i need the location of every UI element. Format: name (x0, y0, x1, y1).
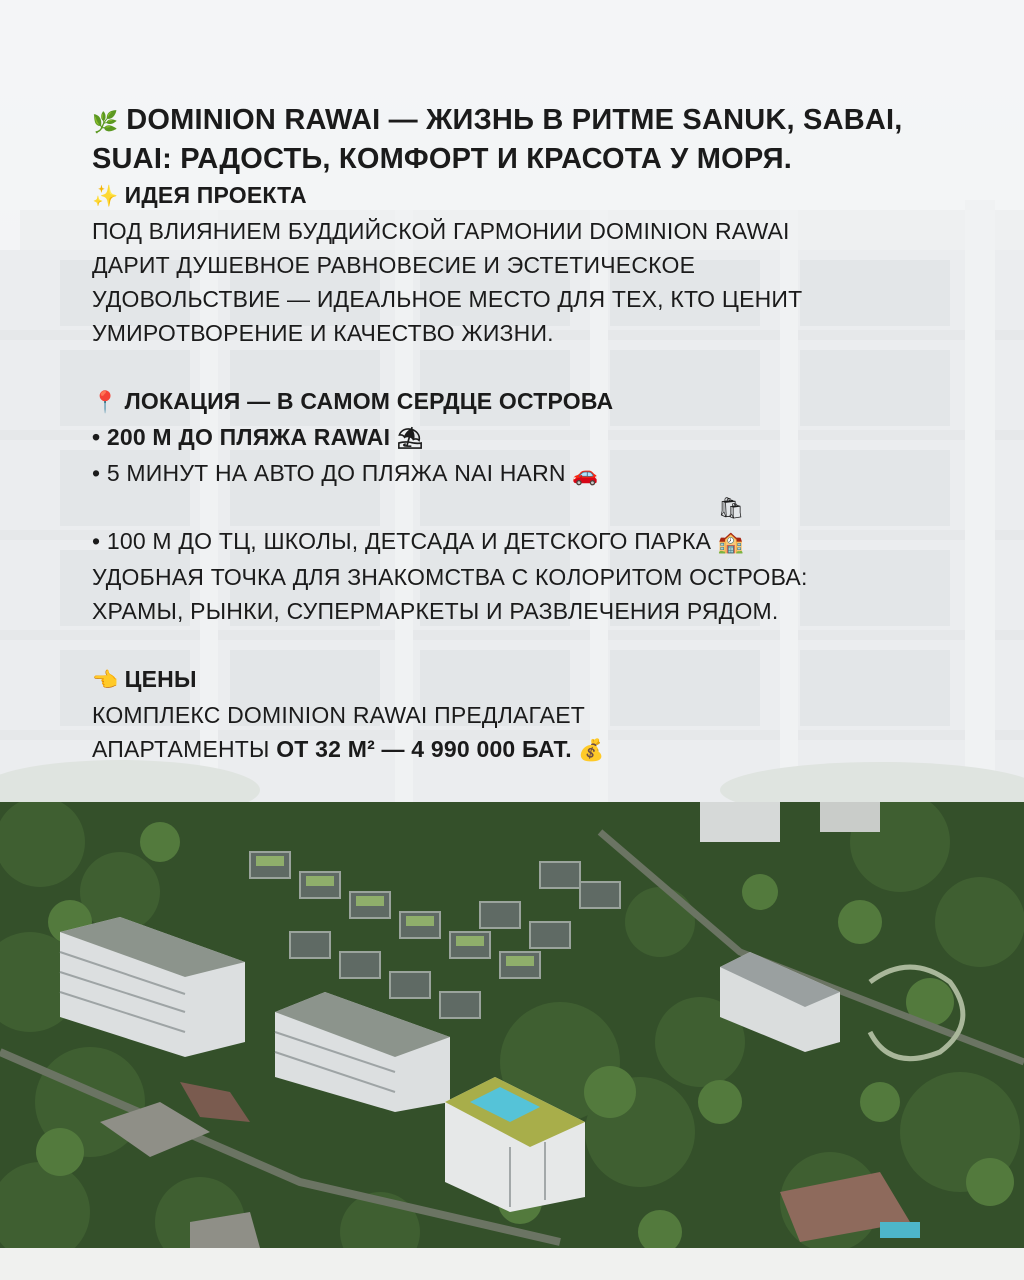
aerial-complex-illustration (0, 802, 1024, 1248)
description-text-block (92, 102, 952, 768)
pointing-hand-icon: 👈 (92, 669, 119, 692)
idea-heading-text: ИДЕЯ ПРОЕКТА (124, 182, 307, 208)
location-bullet-text: • 100 М ДО ТЦ, ШКОЛЫ, ДЕТСАДА И ДЕТСКОГО ПАРКА (92, 528, 712, 554)
location-bullet-text: • 5 МИНУТ НА АВТО ДО ПЛЯЖА NAI HARN (92, 460, 566, 486)
bottom-strip (0, 1248, 1024, 1280)
location-bullet (92, 492, 952, 560)
location-line: ХРАМЫ, РЫНКИ, СУПЕРМАРКЕТЫ И РАЗВЛЕЧЕНИЯ РЯДОМ. (92, 598, 779, 624)
shopping-school-icon: 🛍🏫 (717, 497, 745, 554)
idea-line: УДОВОЛЬСТВИЕ — ИДЕАЛЬНОЕ МЕСТО ДЛЯ ТЕХ, КТО ЦЕНИТ (92, 286, 803, 312)
spacer (92, 350, 952, 384)
spacer (92, 628, 952, 662)
location-bullet-text: • 200 М ДО ПЛЯЖА RAWAI (92, 424, 391, 450)
location-bullet (92, 420, 952, 456)
idea-line: УМИРОТВОРЕНИЕ И КАЧЕСТВО ЖИЗНИ. (92, 320, 554, 346)
money-bag-icon: 💰 (578, 739, 605, 762)
car-icon: 🚗 (572, 463, 599, 486)
location-heading (92, 384, 952, 420)
herb-icon: 🌿 (92, 111, 119, 134)
pin-icon: 📍 (92, 391, 119, 414)
location-bullet (92, 456, 952, 492)
prices-line-prefix: АПАРТАМЕНТЫ (92, 736, 277, 762)
price-value: ОТ 32 М² — 4 990 000 БАТ. (276, 736, 572, 762)
prices-heading-text: ЦЕНЫ (124, 666, 197, 692)
location-line: УДОБНАЯ ТОЧКА ДЛЯ ЗНАКОМСТВА С КОЛОРИТОМ ОСТРОВА: (92, 564, 808, 590)
prices-heading (92, 662, 952, 698)
idea-line: ДАРИТ ДУШЕВНОЕ РАВНОВЕСИЕ И ЭСТЕТИЧЕСКОЕ (92, 252, 696, 278)
idea-heading (92, 178, 952, 214)
aerial-render-image (0, 802, 1024, 1248)
sparkles-icon: ✨ (92, 185, 119, 208)
beach-umbrella-icon: ⛱ (396, 427, 424, 450)
location-heading-text: ЛОКАЦИЯ — В САМОМ СЕРДЦЕ ОСТРОВА (124, 388, 614, 414)
idea-line: ПОД ВЛИЯНИЕМ БУДДИЙСКОЙ ГАРМОНИИ DOMINION RAWAI (92, 218, 790, 244)
title-text: DOMINION RAWAI — ЖИЗНЬ В РИТМЕ SANUK, SABAI, SUAI: РАДОСТЬ, КОМФОРТ И КРАСОТА У МОРЯ. (92, 104, 903, 175)
prices-line: КОМПЛЕКС DOMINION RAWAI ПРЕДЛАГАЕТ (92, 702, 585, 728)
prices-line (92, 732, 952, 768)
page-title (92, 102, 952, 178)
